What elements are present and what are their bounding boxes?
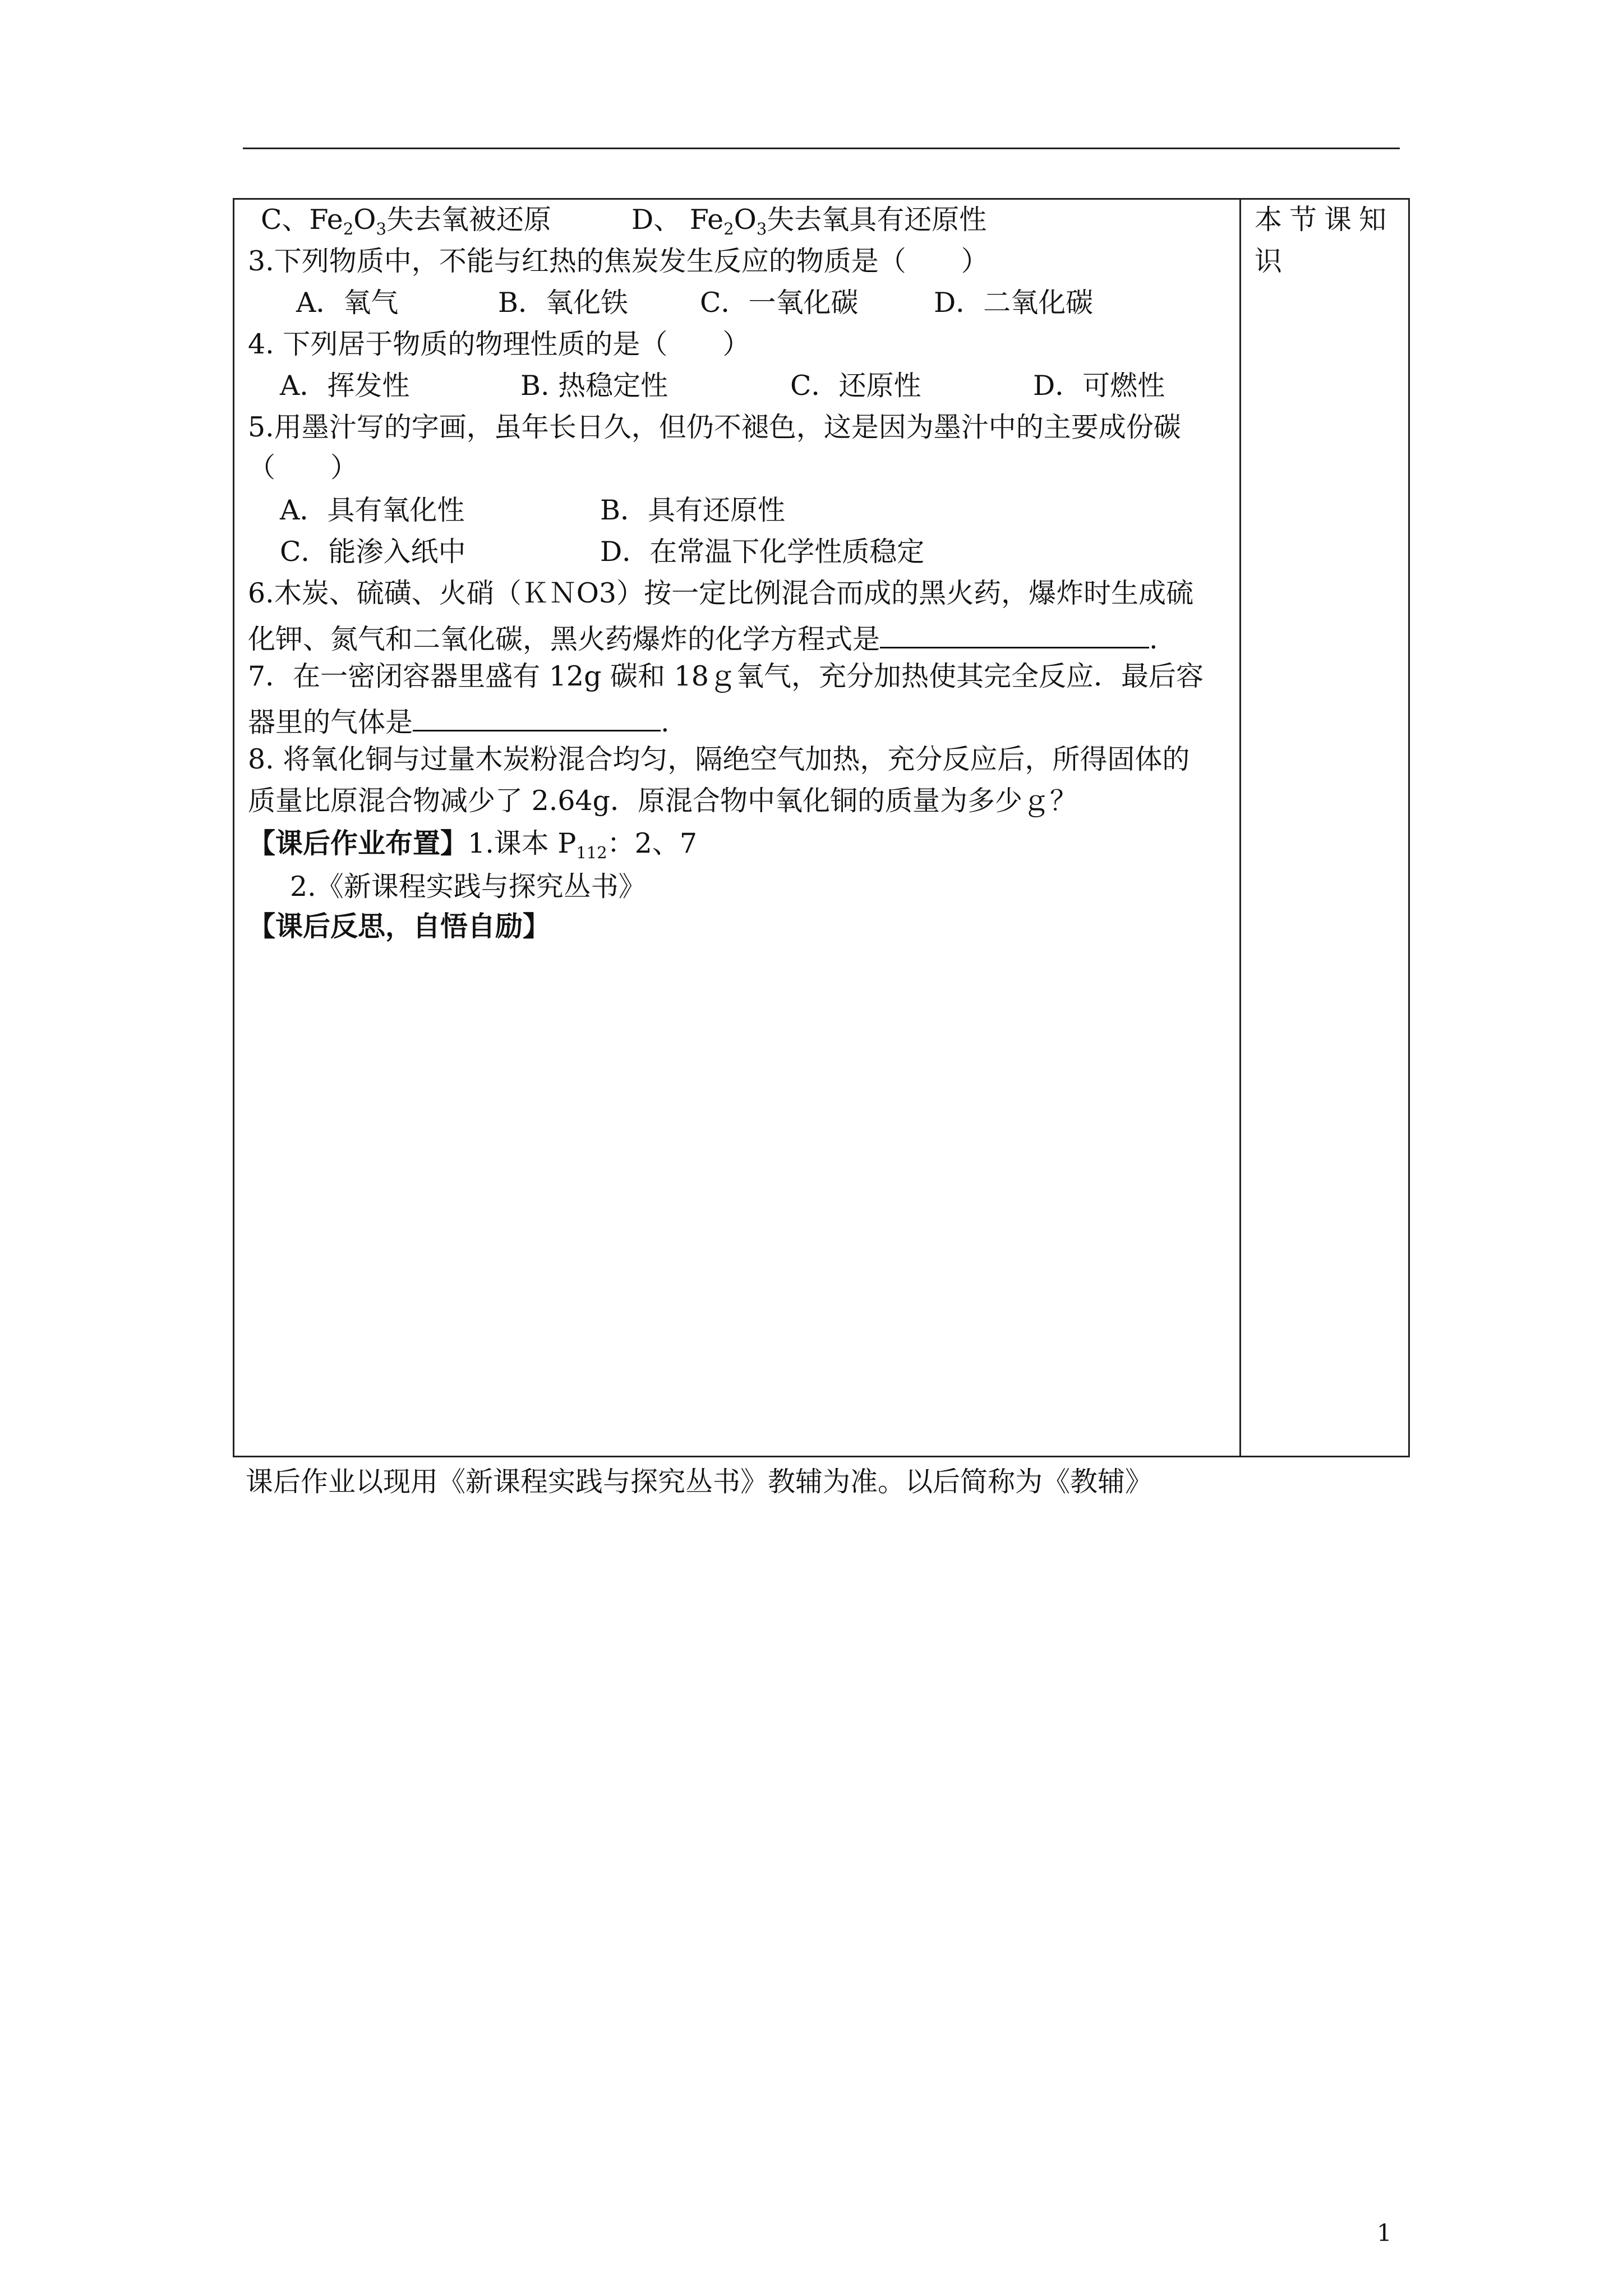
page-number: 1 <box>1377 2219 1392 2247</box>
option-b: B. 热稳定性 <box>520 370 668 402</box>
answer-blank[interactable] <box>413 704 661 731</box>
option-c: C．还原性 <box>790 370 921 402</box>
homework-item-1: 1.课本 $P_{112}$：2、7 <box>468 827 698 862</box>
answer-blank[interactable] <box>880 621 1149 648</box>
option-d: D．二氧化碳 <box>934 287 1094 319</box>
option-d: D．在常温下化学性质稳定 <box>600 536 925 568</box>
side-label-line1: 本节课知 <box>1255 204 1394 236</box>
option-c: C．能渗入纸中 <box>280 536 466 568</box>
option-a: A．挥发性 <box>280 370 410 402</box>
option-a: A．具有氧化性 <box>280 494 465 526</box>
option-c: C．一氧化碳 <box>700 287 859 319</box>
header-rule <box>243 148 1400 149</box>
option-a: A．氧气 <box>296 287 399 319</box>
option-d: D．可燃性 <box>1033 370 1165 402</box>
side-label-line2: 识 <box>1255 245 1283 277</box>
option-b: B．具有还原性 <box>600 494 786 526</box>
footnote: 课后作业以现用《新课程实践与探究丛书》教辅为准。以后简称为《教辅》 <box>246 1466 1153 1498</box>
option-b: B．氧化铁 <box>498 287 629 319</box>
option-d: D、 $Fe_2O_3$失去氧具有还原性 <box>631 204 987 238</box>
option-c: C、$Fe_2O_3$失去氧被还原 <box>261 204 551 238</box>
table-column-divider <box>1239 198 1241 1457</box>
homework-heading: 【课后作业布置】 <box>248 827 468 859</box>
